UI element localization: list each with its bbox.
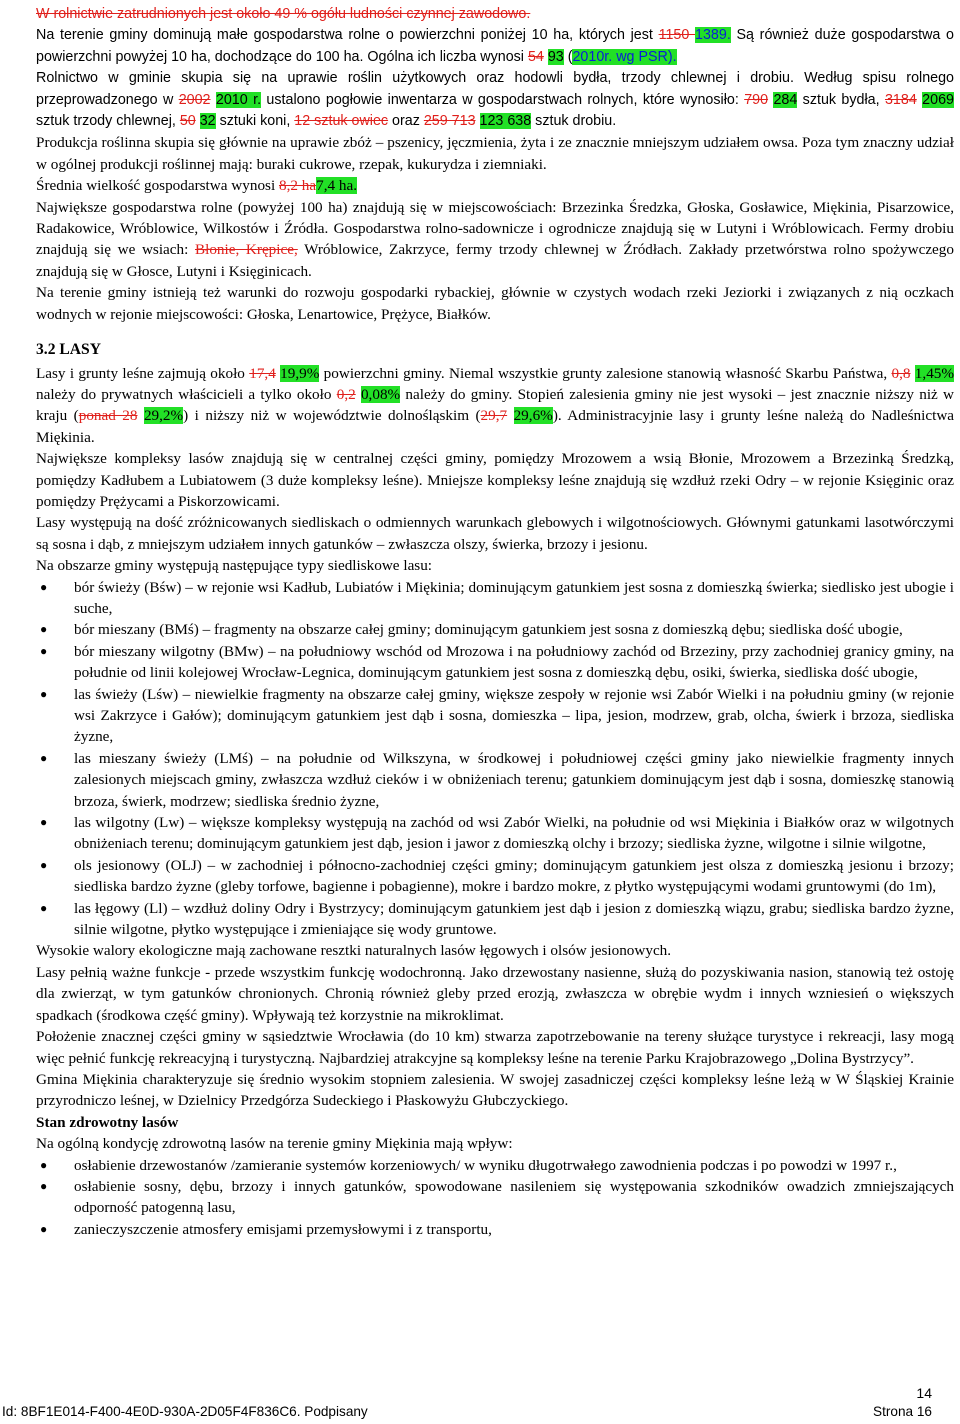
list-item: ● bór mieszany wilgotny (BMw) – na południowy wschód od Mrozowa i na południowy zachód od Brzeziny, przy zachodniej granicy gminy, na południe od linii kolejowej Wrocław-Legnica, dominującym gatunkiem jest sosna z domieszką dębu, osiki, świerka, siedliska dość ubogie, bbox=[36, 641, 954, 684]
list-item: ● las mieszany świeży (LMś) – na południe od Wilkszyna, w środkowej i południowej części gminy jako niewielkie fragmenty innych zalesionych miejscach gminy, zwłaszcza wzdłuż cieków i w obniżeniach terenu; gatunkiem dominującym jest dąb i sosna, domieszkę stanowią brzoza, świerk, modrzew; siedliska średnio żyzne, bbox=[36, 748, 954, 812]
paragraph-fishery: Na terenie gminy istnieją też warunki do rozwoju gospodarki rybackiej, głównie w czystych wodach rzeki Jeziorki i związanych z nią oczkach wodnych w rejonie miejscowości: Głoska, Lenartowice, Pręż‌yce, Białków. bbox=[36, 284, 954, 323]
subheading-health: Stan zdrowotny lasów bbox=[36, 1113, 179, 1131]
deleted-text: 2002 bbox=[178, 91, 211, 108]
paragraph-crops: Produkcja roślinna skupia się głównie na uprawie zbóż – pszenicy, jęczmienia, żyta i ze znacznie mniejszym udziałem owsa. Poza tym znaczny udział w ogólnej produkcji roślinnej mają: buraki cukrowe, rzepak, kukurydza i ziemniaki. bbox=[36, 134, 954, 173]
paragraph-livestock bbox=[36, 68, 954, 132]
habitat-list bbox=[36, 577, 954, 941]
inserted-text: 0,08% bbox=[360, 385, 401, 403]
list-item: ● bór mieszany (BMś) – fragmenty na obszarze całej gminy; dominującym gatunkiem jest sosna z domieszką dębu; siedliska dość ubogie, bbox=[36, 619, 954, 640]
document-id: Id: 8BF1E014-F400-4E0D-930A-2D05F4F836C6. Podpisany bbox=[2, 1404, 368, 1419]
text-run: sztuki koni, bbox=[215, 113, 295, 130]
list-item: ● osłabienie sosny, dębu, brzozy i innych gatunków, spowodowane nasileniem się występowania szkodników owadzich zmniejszających odporność patogenną lasu, bbox=[36, 1176, 954, 1219]
text-run: powierzchni gminy. Niemal wszystkie grunty zalesione stanowią własność Skarbu Państwa, bbox=[319, 364, 892, 382]
paragraph-functions: Lasy pełnią ważne funkcje - przede wszystkim funkcję wodochronną. Jako drzewostany nasienne, służą do pozyskiwania nasion, stanowią też ostoję dla zwierząt, w tym gatunków chronionych. Chronią również gleby przed erozją, zwłaszcza w obrębie wydm i innych wzniesień o większych spadkach (środkowa część gminy). Wpływają też korzystnie na mikroklimat. bbox=[36, 963, 954, 1024]
text-run: Największe gospodarstwa rolne (powyżej 100 ha) znajdują się w miejscowościach: Brzezinka Średzka, Głoska, Gosławice, Miękinia, Pisarzowice, Radakowice, Wróblowice, Wilkostów i Źródła. Gospodarstwa rolno-sadownicze i ogrodnicze znajdują się w Lutyni i Wróblowicach. Fermy drobiu znajdują się we wsiach: bbox=[36, 198, 954, 259]
paragraph-health-intro: Na ogólną kondycję zdrowotną lasów na terenie gminy Miękinia mają wpływ: bbox=[36, 1135, 513, 1153]
inserted-text: 29,2% bbox=[143, 407, 184, 425]
paragraph-avg-farm bbox=[36, 175, 954, 196]
text-run: ustalono pogłowie inwentarza w gospodarstwach rolnych, które wynosiło: bbox=[261, 91, 745, 108]
deleted-text: Błonie, Krępice, bbox=[194, 241, 298, 259]
text-run: oraz bbox=[388, 113, 424, 130]
list-item: ● las wilgotny (Lw) – większe kompleksy występują na zachód od wsi Zabór Wielki, na południe od wsi Miękinia i Białków oraz w wilgotnych obniżeniach terenu; dominującym gatunkiem jest dąb, jesion i jawor z domieszką olchy i brzozy; siedliska żyzne, wilgotne i silnie wilgotne, bbox=[36, 812, 954, 855]
text-run: sztuk bydła, bbox=[797, 91, 885, 108]
text-run: Wróblowice, Zakrzyce, fermy trzody chlewnej w Źródłach. Zakłady przetwórstwa rolno spożywczego znajdują się w Głosce, Lutyni i Księginicach. bbox=[36, 241, 954, 280]
deleted-text: 3184 bbox=[884, 91, 917, 108]
paragraph-largest-farms bbox=[36, 197, 954, 283]
text-run: Lasy i grunty leśne zajmują około bbox=[36, 364, 250, 382]
inserted-text: 29,6% bbox=[513, 407, 553, 425]
paragraph-afforestation: Gmina Miękinia charakteryzuje się średnio wysokim stopniem zalesienia. W swojej zasadniczej części kompleksy leśne leżą w W Śląskiej Krainie przyrodniczo leśnej, w Dzielnicy Przedgórza Sudeckiego i Płaskowyżu Głubczyckiego. bbox=[36, 1070, 954, 1110]
deleted-text: 17,4 bbox=[249, 364, 276, 382]
paragraph-farm-sizes bbox=[36, 25, 954, 68]
inserted-text: 32 bbox=[199, 113, 216, 130]
text-run: Rolnictwo w gminie skupia się na uprawie roślin użytkowych oraz hodowli bydła, trzody chlewnej i drobiu. Według spisu rolnego przeprowadzonego w bbox=[36, 70, 954, 108]
deleted-text: 29,7 bbox=[480, 407, 508, 425]
text-run: Są również duże gospodarstwa o powierzchni powyżej 10 ha, dochodzące do 100 ha. Ogólna ich liczba wynosi bbox=[36, 27, 955, 65]
list-item: ● zanieczyszczenie atmosfery emisjami przemysłowymi i z transportu, bbox=[36, 1219, 954, 1240]
list-item: ● ols jesionowy (OLJ) – w zachodniej i północno-zachodniej części gminy; dominującym gatunkiem jest olsza z domieszką jesionu i brzozy; siedliska bardzo żyzne (gleby torfowe, bagienne i pobagienne), mokre i bardzo mokre, z płytko występującymi wodami gruntowymi (do 1m), bbox=[36, 855, 954, 898]
paragraph-ecology: Wysokie walory ekologiczne mają zachowane resztki naturalnych lasów łęgowych i olsów jesionowych. bbox=[36, 942, 672, 960]
text-run: Średnia wielkość gospodarstwa wynosi bbox=[36, 177, 279, 195]
page-label: Strona 16 bbox=[873, 1404, 932, 1419]
deleted-text: 8,2 ha bbox=[278, 177, 317, 195]
paragraph-forest-share bbox=[36, 363, 954, 449]
text-run: ( bbox=[563, 48, 573, 65]
section-heading-lasy: 3.2 LASY bbox=[36, 341, 101, 359]
text-run: ) i niższy niż w województwie dolnośląskim ( bbox=[183, 407, 481, 425]
deleted-text: ponad 28 bbox=[78, 407, 138, 425]
deleted-text: 0,2 bbox=[336, 385, 356, 403]
paragraph-forest-habitats: Lasy występują na dość zróżnicowanych siedliskach o odmiennych warunkach glebowych i wilgotnościowych. Głównymi gatunkami lasotwórczymi są sosna i dąb, z mniejszym udziałem innych gatunków – zwłaszcza olszy, świerka, brzozy i jesionu. bbox=[36, 514, 954, 553]
inserted-text: 2069 bbox=[922, 91, 954, 108]
list-item: ● osłabienie drzewostanów /zamieranie systemów korzeniowych/ w wyniku długotrwałego zawodnienia podczas i po powodzi w 1997 r., bbox=[36, 1155, 954, 1176]
inserted-text: 123 638 bbox=[479, 113, 532, 130]
inserted-text: 2010 r. bbox=[215, 91, 262, 108]
list-item: ● las świeży (Lśw) – niewielkie fragmenty na obszarze całej gminy, większe zespoły w rejonie wsi Zabór Wielki i na południu gminy (w rejonie wsi Zakrzyce i Gałów); dominującym gatunkiem jest dąb i sosna, domieszka – lipa, jesion, modrzew, grab, olcha, świerk i brzoza, siedliska żyzne, bbox=[36, 684, 954, 748]
deleted-text: W rolnictwie zatrudnionych jest około 49 % ogółu ludności czynnej zawodowo. bbox=[36, 6, 531, 22]
deleted-text: 790 bbox=[744, 91, 769, 108]
text-run: sztuk drobiu. bbox=[531, 113, 617, 130]
page-number: 14 bbox=[916, 1385, 932, 1401]
inserted-text: 1389. bbox=[695, 27, 731, 44]
deleted-text: 54 bbox=[527, 48, 544, 65]
inserted-text: 1,45% bbox=[914, 364, 955, 382]
deleted-text: 1150 bbox=[658, 27, 696, 44]
inserted-text: 2010r. wg PSR). bbox=[572, 48, 677, 65]
paragraph-habitat-intro: Na obszarze gminy występują następujące typy siedliskowe lasu: bbox=[36, 557, 433, 575]
deleted-text: 12 sztuk owiec bbox=[294, 113, 389, 130]
text-run: ). Administracyjnie lasy i grunty leśne należą do Nadleśnictwa Miękinia. bbox=[36, 407, 955, 446]
text-run: należy do prywatnych właścicieli a tylko około bbox=[36, 385, 337, 403]
inserted-text: 19,9% bbox=[280, 364, 320, 382]
paragraph-employment bbox=[36, 4, 954, 25]
deleted-text: 259 713 bbox=[423, 113, 476, 130]
text-run: należy do gminy. Stopień zalesienia gminy nie jest wysoki – jest znacznie niższy niż w kraju ( bbox=[36, 385, 954, 425]
paragraph-recreation: Położenie znacznej części gminy w sąsiedztwie Wrocławia (do 10 km) stwarza zapotrzebowanie na tereny służące turystyce i rekreacji, lasy mogą więc pełnić funkcję rekreacyjną i turystyczną. Najbardziej atrakcyjne są kompleksy leśne na terenie Parku Krajobrazowego „Dolina Bystrzycy”. bbox=[36, 1028, 954, 1067]
deleted-text: 0,8 bbox=[891, 364, 911, 382]
text-run: sztuk trzody chlewnej, bbox=[36, 113, 180, 130]
list-item: ● las łęgowy (Ll) – wzdłuż doliny Odry i Bystrzycy; dominującym gatunkiem jest dąb i jesion z domieszką wiązu, grabu; siedliska bardzo żyzne, silnie wilgotne, płytko występujące i zmieniające się wody gruntowe. bbox=[36, 898, 954, 941]
list-item: ● bór świeży (Bśw) – w rejonie wsi Kadłub, Lubiatów i Miękinia; dominującym gatunkiem jest sosna z domieszką świerka; siedlisko jest ubogie i suche, bbox=[36, 577, 954, 620]
inserted-text: 284 bbox=[773, 91, 798, 108]
inserted-text: 93 bbox=[547, 48, 564, 65]
document-body bbox=[36, 4, 954, 1240]
paragraph-forest-complexes: Największe kompleksy lasów znajdują się w centralnej części gminy, pomiędzy Mrozowem a wsią Błonie, Mrozowem a Brzezinką Średzką, pomiędzy Kadłubem a Lubiatowem (3 duże kompleksy leśne). Mniejsze kompleksy leśne znajdują się wzdłuż rzeki Odry – w rejonie Księginic oraz pomiędzy Prężycami a Piskorzowicami. bbox=[36, 450, 954, 510]
text-run: Na terenie gminy dominują małe gospodarstwa rolne o powierzchni poniżej 10 ha, których jest bbox=[36, 27, 659, 44]
deleted-text: 50 bbox=[179, 113, 196, 130]
health-list bbox=[36, 1155, 954, 1241]
inserted-text: 7,4 ha. bbox=[316, 177, 358, 195]
